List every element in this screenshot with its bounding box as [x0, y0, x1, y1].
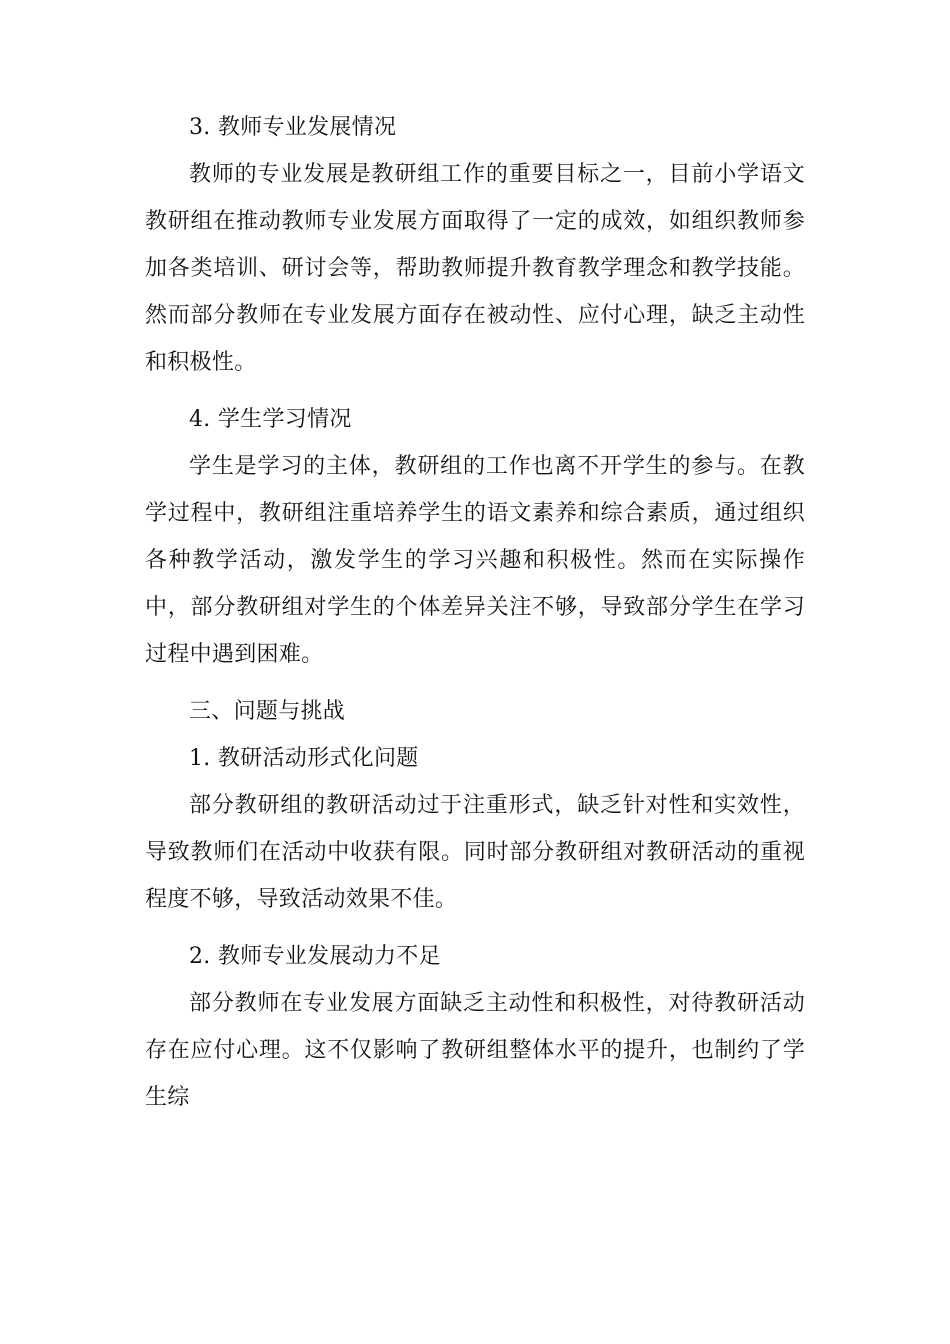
paragraph-motivation: 部分教师在专业发展方面缺乏主动性和积极性，对待教研活动存在应付心理。这不仅影响了教研组整体水平的提升，也制约了学生综	[145, 991, 805, 1110]
heading-student-learning: 4. 学生学习情况	[189, 407, 352, 432]
paragraph-student-learning: 学生是学习的主体，教研组的工作也离不开学生的参与。在教学过程中，教研组注重培养学生的语文素养和综合素质，通过组织各种教学活动，激发学生的学习兴趣和积极性。然而在实际操作中，部分教研组对学生的个体差异关注不够，导致部分学生在学习过程中遇到困难。	[145, 454, 805, 667]
document-body	[145, 104, 805, 1121]
heading-teacher-development: 3. 教师专业发展情况	[189, 115, 397, 140]
paragraph-teacher-development: 教师的专业发展是教研组工作的重要目标之一，目前小学语文教研组在推动教师专业发展方面取得了一定的成效，如组织教师参加各类培训、研讨会等，帮助教师提升教育教学理念和教学技能。然而部分教师在专业发展方面存在被动性、应付心理，缺乏主动性和积极性。	[145, 162, 805, 375]
heading-motivation: 2. 教师专业发展动力不足	[189, 944, 441, 969]
heading-problems-challenges: 三、问题与挑战	[189, 699, 346, 724]
paragraph-formalism: 部分教研组的教研活动过于注重形式，缺乏针对性和实效性，导致教师们在活动中收获有限。同时部分教研组对教研活动的重视程度不够，导致活动效果不佳。	[145, 793, 805, 912]
heading-formalism: 1. 教研活动形式化问题	[189, 746, 419, 771]
